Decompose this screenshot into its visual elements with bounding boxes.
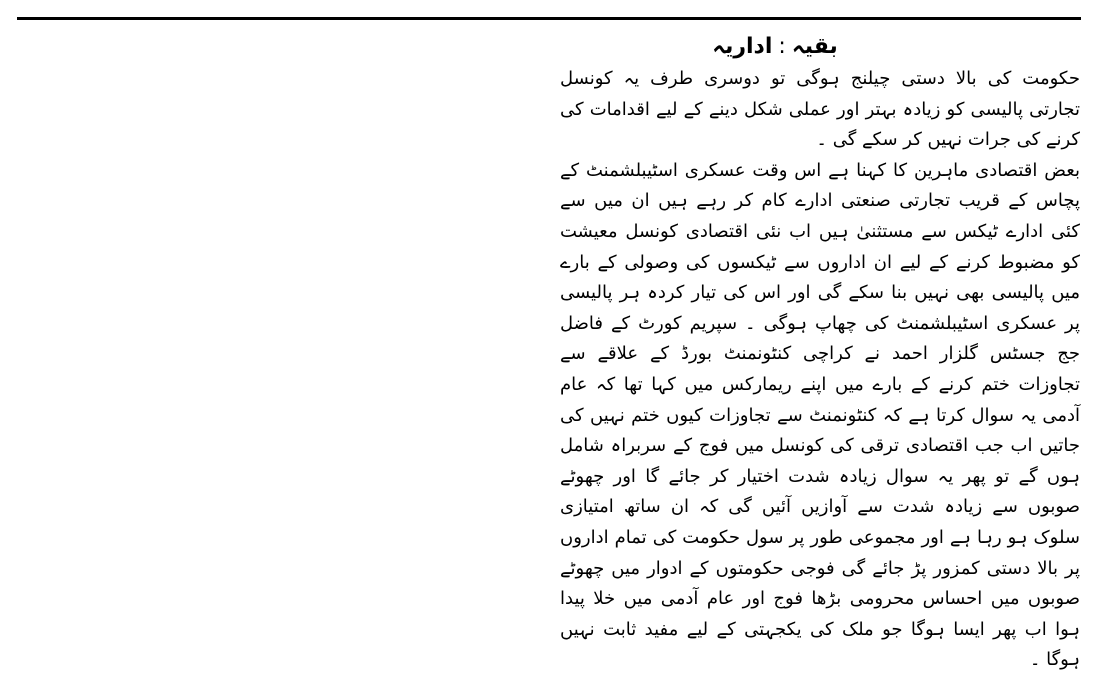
heading-separator: :: [778, 34, 786, 59]
article-column: [560, 30, 1080, 676]
top-rule: [17, 17, 1081, 20]
paragraph-2: بعض اقتصادی ماہرین کا کہنا ہے اس وقت عسکری اسٹیبلشمنٹ کے پچاس کے قریب تجارتی صنعتی ادارے کام کر رہے ہیں ان میں سے کئی ادارے ٹیکس سے مستثنیٰ ہیں اب نئی اقتصادی کونسل معیشت کو مضبوط کرنے کے لیے ان اداروں سے ٹیکسوں کی وصولی کے بارے میں پالیسی بھی نہیں بنا سکے گی اور اس کی تیار کردہ ہر پالیسی پر عسکری اسٹیبلشمنٹ کی چھاپ ہوگی ۔ سپریم کورٹ کے فاضل جج جسٹس گلزار احمد نے کراچی کنٹونمنٹ بورڈ کے علاقے سے تجاوزات ختم کرنے کے بارے میں اپنے ریمارکس میں کہا تھا کہ عام آدمی یہ سوال کرتا ہے کہ کنٹونمنٹ سے تجاوزات کیوں ختم نہیں کی جاتیں اب جب اقتصادی ترقی کی کونسل میں فوج کے سربراہ شامل ہوں گے تو پھر یہ سوال زیادہ شدت اختیار کر جائے گا اور چھوٹے صوبوں سے زیادہ شدت سے آوازیں آئیں گی کہ ان ساتھ امتیازی سلوک ہو رہا ہے اور مجموعی طور پر سول حکومت کی تمام اداروں پر بالا دستی کمزور پڑ جائے گی فوجی حکومتوں کے ادوار میں چھوٹے صوبوں میں احساس محرومی بڑھا فوج اور عام آدمی میں خلا پیدا ہوا اب پھر ایسا ہوگا جو ملک کی یکجہتی کے لیے مفید ثابت نہیں ہوگا ۔: [560, 159, 1080, 671]
heading-title: اداریہ: [712, 34, 773, 59]
article-heading: [560, 30, 1080, 64]
paragraph-1: حکومت کی بالا دستی چیلنج ہوگی تو دوسری طرف یہ کونسل تجارتی پالیسی کو زیادہ بہتر اور عملی شکل دینے کے لیے اقدامات کی کرنے کی جرات نہیں کر سکے گی ۔: [560, 68, 1080, 151]
heading-prefix: بقیہ: [791, 34, 838, 59]
